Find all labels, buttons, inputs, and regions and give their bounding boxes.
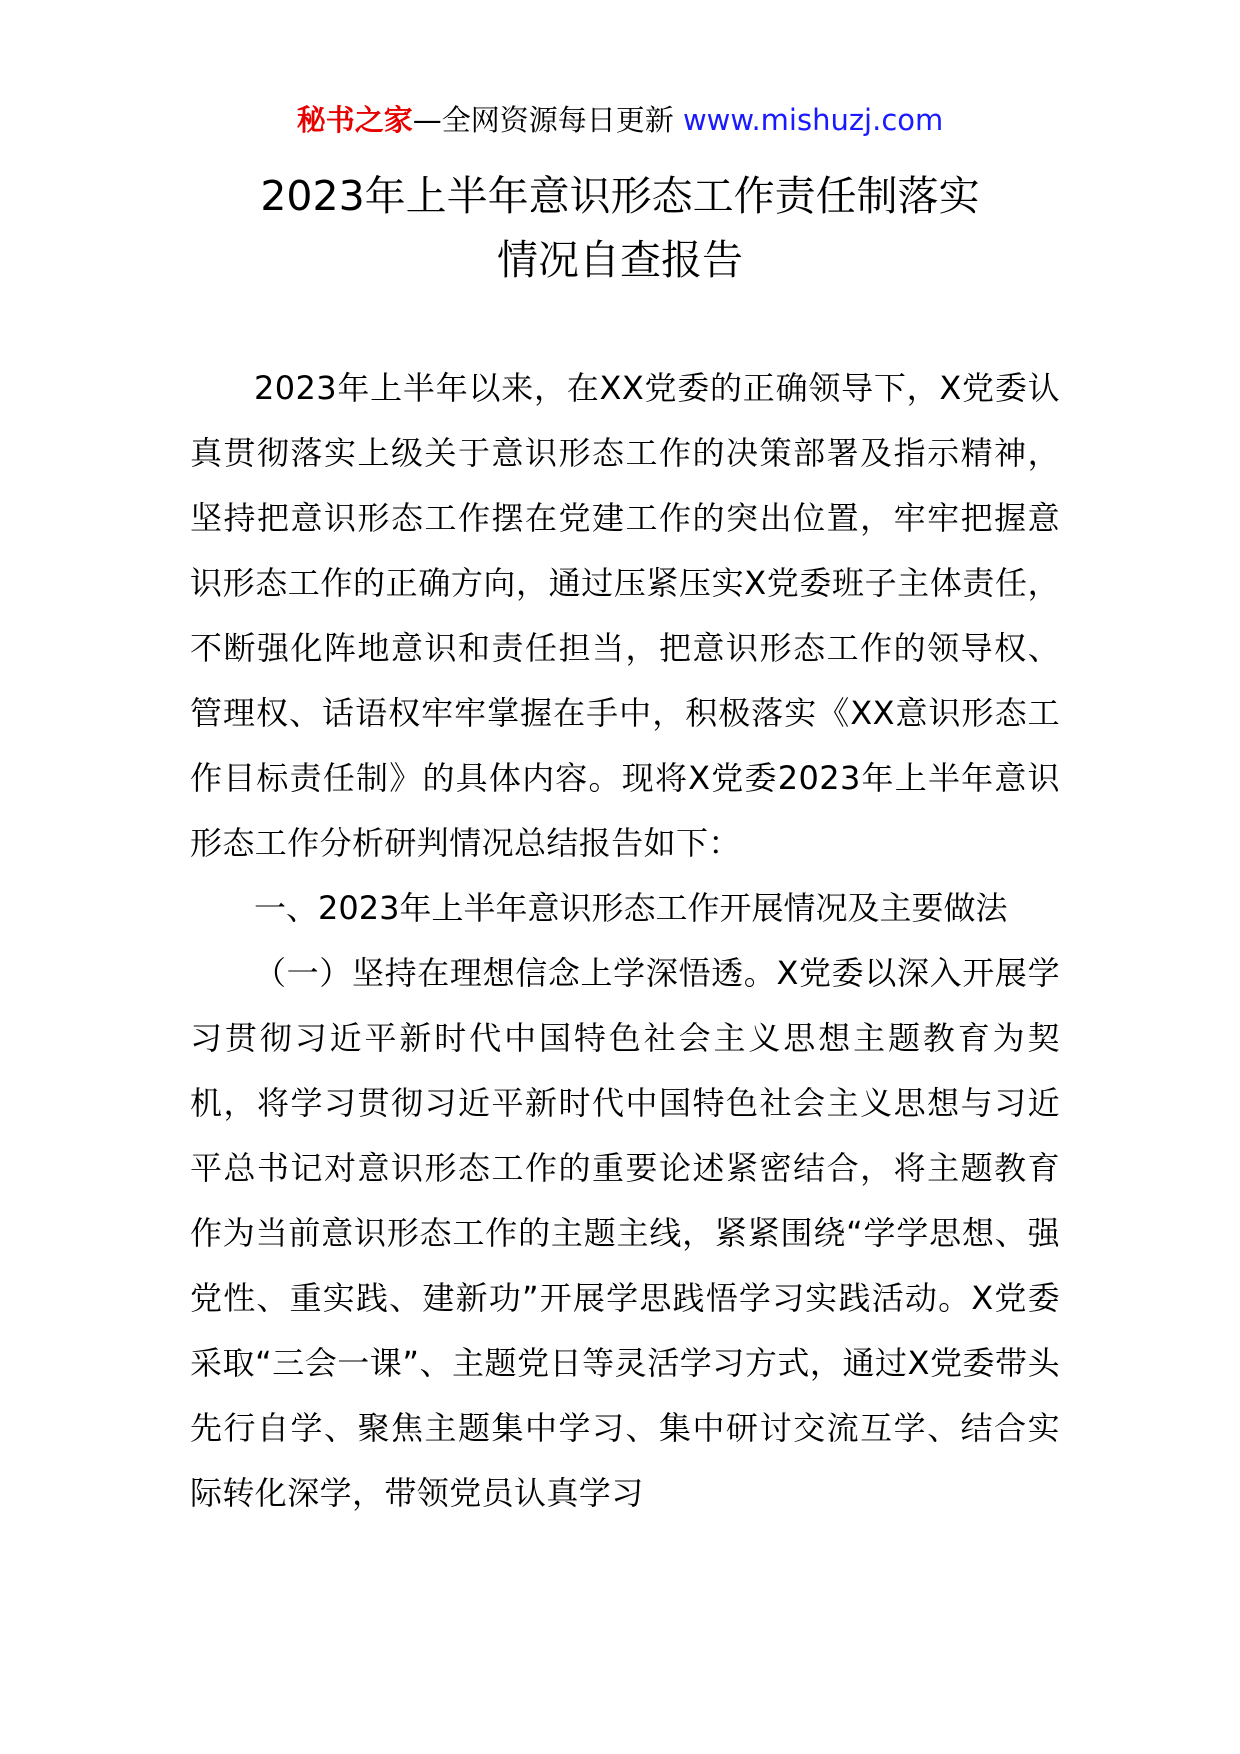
document-title-line-1: 2023年上半年意识形态工作责任制落实 — [260, 172, 980, 220]
section-heading-1: 一、2023年上半年意识形态工作开展情况及主要做法 — [254, 889, 1008, 927]
site-url-link[interactable]: www.mishuzj.com — [682, 103, 944, 137]
document-title — [190, 164, 1050, 292]
intro-paragraph: 2023年上半年以来，在XX党委的正确领导下，X党委认真贯彻落实上级关于意识形态工作的决策部署及指示精神，坚持把意识形态工作摆在党建工作的突出位置，牢牢把握意识形态工作的正确方向，通过压紧压实X党委班子主体责任，不断强化阵地意识和责任担当，把意识形态工作的领导权、管理权、话语权牢牢掌握在手中，积极落实《XX意识形态工作目标责任制》的具体内容。现将X党委2023年上半年意识形态工作分析研判情况总结报告如下： — [190, 369, 1060, 862]
document-body — [190, 356, 1060, 1526]
brand-tagline: —全网资源每日更新 — [412, 103, 674, 137]
document-title-line-2: 情况自查报告 — [497, 236, 743, 284]
watermark-header — [0, 100, 1240, 140]
subsection-paragraph-1: （一）坚持在理想信念上学深悟透。X党委以深入开展学习贯彻习近平新时代中国特色社会主义思想主题教育为契机，将学习贯彻习近平新时代中国特色社会主义思想与习近平总书记对意识形态工作的重要论述紧密结合，将主题教育作为当前意识形态工作的主题主线，紧紧围绕“学学思想、强党性、重实践、建新功”开展学思践悟学习实践活动。X党委采取“三会一课”、主题党日等灵活学习方式，通过X党委带头先行自学、聚焦主题集中学习、集中研讨交流互学、结合实际转化深学，带领党员认真学习 — [190, 954, 1060, 1512]
brand-name: 秘书之家 — [296, 103, 413, 137]
